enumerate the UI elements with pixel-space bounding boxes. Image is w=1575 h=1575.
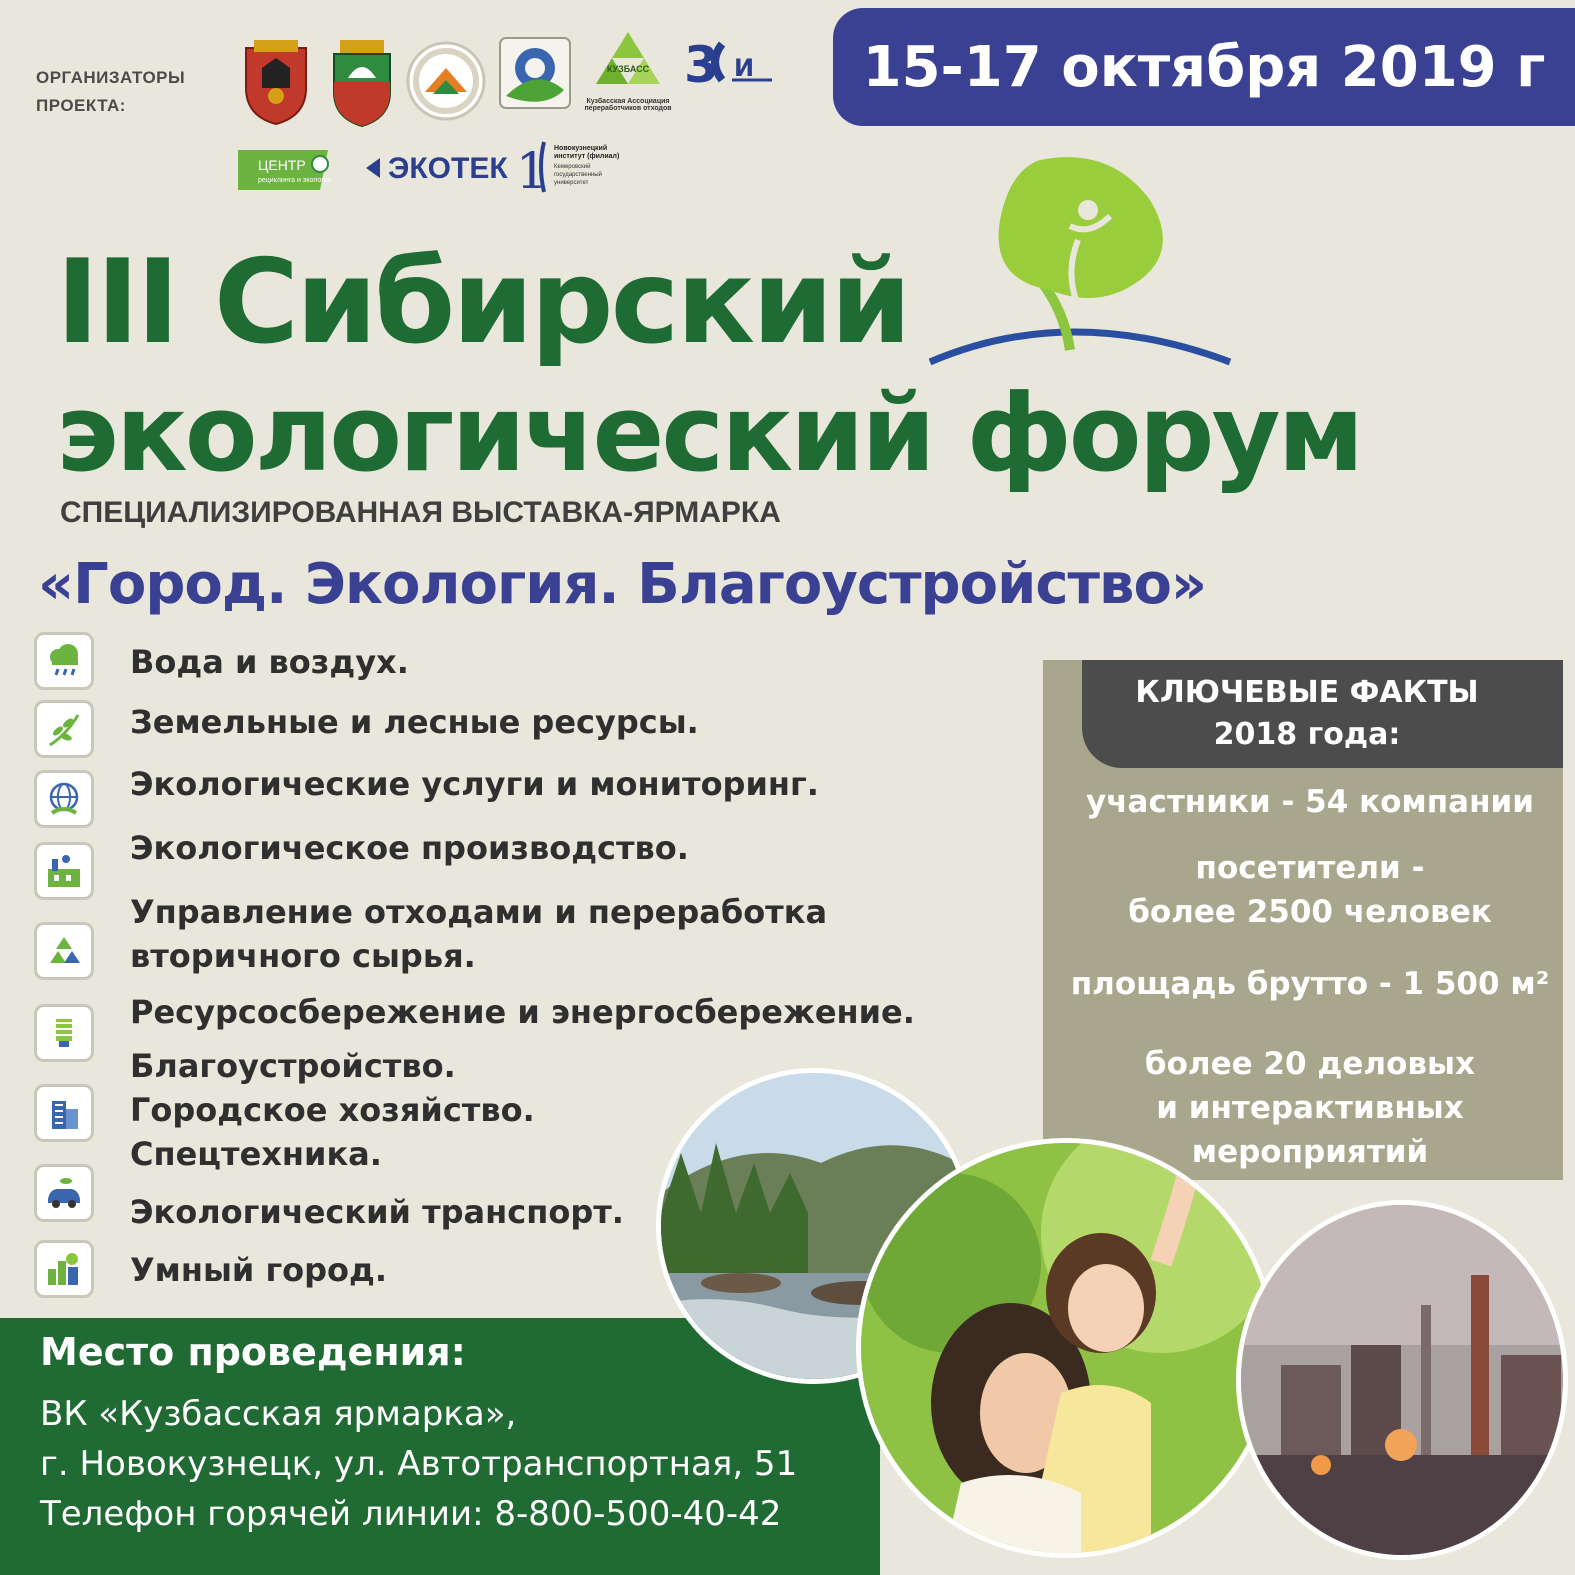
zsits-logo — [682, 34, 776, 96]
topic-eco-transport: Экологический транспорт. — [130, 1193, 624, 1231]
svg-text:государственный: государственный — [554, 172, 602, 178]
svg-text:1: 1 — [516, 142, 548, 196]
eco-bulb-icon — [34, 1004, 94, 1062]
svg-text:И: И — [734, 54, 755, 82]
topic-waste-management — [130, 890, 827, 978]
svg-text:КУЗБАСС: КУЗБАСС — [606, 64, 650, 74]
topic-urban-line1: Благоустройство. — [130, 1047, 456, 1085]
topic-eco-services: Экологические услуги и мониторинг. — [130, 765, 819, 803]
venue-hotline: Телефон горячей линии: 8-800-500-40-42 — [40, 1494, 782, 1534]
kuzbass-fair-logo — [405, 40, 487, 126]
topic-resource-saving: Ресурсосбережение и энергосбережение. — [130, 993, 915, 1031]
forum-title-line1: III Сибирский — [56, 235, 909, 370]
recycling-association-caption: Кузбасская Ассоциация переработчиков отходов — [584, 98, 672, 112]
svg-text:институт (филиал): институт (филиал) — [554, 153, 620, 160]
topic-water-air: Вода и воздух. — [130, 643, 409, 681]
svg-text:рециклинга и экологии: рециклинга и экологии — [258, 177, 332, 184]
topic-waste-line1: Управление отходами и переработка — [130, 893, 828, 931]
leaf-branch-icon — [34, 700, 94, 758]
svg-text:Кемеровский: Кемеровский — [554, 164, 591, 170]
exhibition-subtitle: СПЕЦИАЛИЗИРОВАННАЯ ВЫСТАВКА-ЯРМАРКА — [60, 496, 781, 529]
globe-icon — [34, 770, 94, 828]
svg-text:ЭКОТЕК: ЭКОТЕК — [388, 152, 508, 185]
svg-text:университет: университет — [554, 180, 589, 186]
topic-urban-improvement — [130, 1044, 535, 1176]
fact-events-line2: и интерактивных — [1156, 1090, 1464, 1126]
factory-icon — [34, 842, 94, 900]
forum-tree-logo — [920, 150, 1240, 374]
fact-events-line1: более 20 деловых — [1144, 1046, 1476, 1082]
kemerovo-coat-of-arms — [238, 38, 314, 130]
industrial-plant-photo — [1236, 1200, 1568, 1560]
exhibition-slogan: «Город. Экология. Благоустройство» — [38, 552, 1207, 617]
eco-car-icon — [34, 1164, 94, 1222]
key-facts-title-line1: КЛЮЧЕВЫЕ ФАКТЫ — [1135, 675, 1479, 710]
recycle-icon — [34, 922, 94, 980]
building-icon — [34, 1084, 94, 1142]
topic-smart-city: Умный город. — [130, 1251, 388, 1289]
ekotek-logo — [364, 148, 508, 192]
mother-daughter-photo — [856, 1138, 1276, 1558]
organizers-label-line1: ОРГАНИЗАТОРЫ — [36, 68, 186, 87]
fact-area: площадь брутто - 1 500 м² — [1070, 966, 1550, 1002]
key-facts-title — [1082, 672, 1532, 756]
fact-visitors-line2: более 2500 человек — [1128, 894, 1492, 930]
fact-events-line3: мероприятий — [1191, 1134, 1429, 1170]
event-date: 15-17 октября 2019 г — [862, 34, 1546, 100]
topic-urban-line2: Городское хозяйство. — [130, 1091, 535, 1129]
key-facts-title-line2: 2018 года: — [1213, 717, 1401, 752]
rain-cloud-icon — [34, 632, 94, 690]
novokuznetsk-coat-of-arms — [330, 38, 394, 132]
svg-text:3: 3 — [684, 36, 719, 92]
forum-title-line2: экологический форум — [56, 372, 1362, 495]
date-banner — [833, 8, 1575, 126]
organizers-label — [36, 64, 236, 120]
fact-visitors-line1: посетители - — [1195, 850, 1425, 886]
recycling-center-logo — [236, 144, 340, 200]
kuzbass-recycling-association-logo — [586, 28, 678, 112]
svg-text:ЦЕНТР: ЦЕНТР — [258, 157, 306, 173]
novokuznetsk-institute-logo — [516, 138, 626, 200]
fact-participants: участники - 54 компании — [1086, 784, 1534, 820]
venue-name: ВК «Кузбасская ярмарка», — [40, 1394, 517, 1434]
venue-address: г. Новокузнецк, ул. Автотранспортная, 51 — [40, 1444, 798, 1484]
topic-waste-line2: вторичного сырья. — [130, 937, 476, 975]
topic-land-forest: Земельные и лесные ресурсы. — [130, 703, 699, 741]
topic-eco-production: Экологическое производство. — [130, 829, 689, 867]
smart-city-icon — [34, 1240, 94, 1298]
organizers-label-line2: ПРОЕКТА: — [36, 96, 126, 115]
eco-gear-logo — [498, 36, 572, 114]
svg-text:Новокузнецкий: Новокузнецкий — [554, 145, 608, 152]
venue-title: Место проведения: — [40, 1330, 466, 1374]
topic-urban-line3: Спецтехника. — [130, 1135, 382, 1173]
fact-visitors — [1050, 846, 1570, 934]
